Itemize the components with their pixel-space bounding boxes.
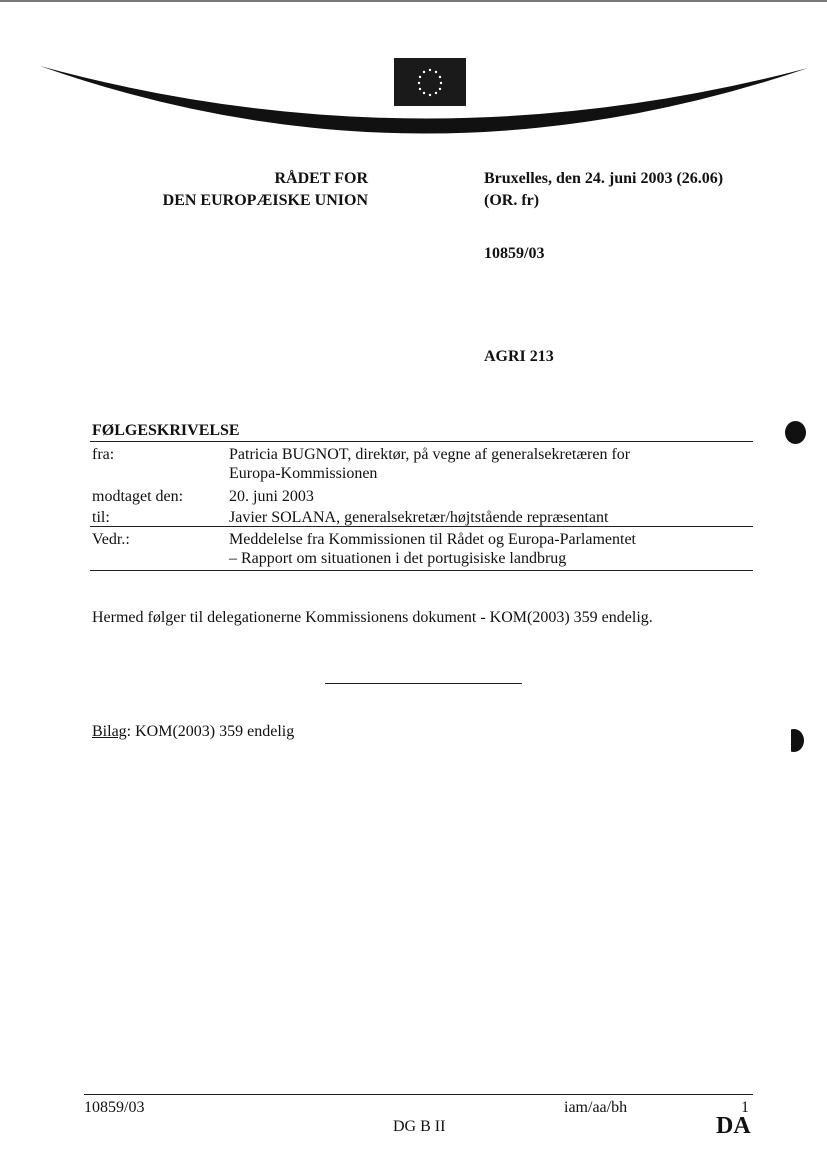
row-label-from: fra: xyxy=(92,446,115,463)
row-value-to: Javier SOLANA, generalsekretær/højtstående repræsentant xyxy=(229,509,609,526)
annex-line xyxy=(92,723,294,741)
row-value-received: 20. juni 2003 xyxy=(229,488,314,505)
subject-line1: Meddelelse fra Kommissionen til Rådet og Europa-Parlamentet xyxy=(229,531,636,548)
council-name xyxy=(120,168,368,212)
footer-page-number: 1 xyxy=(741,1099,749,1116)
annex-text: : KOM(2003) 359 endelig xyxy=(126,723,295,740)
council-name-line1: RÅDET FOR xyxy=(274,170,368,187)
doc-number: 10859/03 xyxy=(484,245,545,262)
footer-initials: iam/aa/bh xyxy=(564,1099,628,1116)
divider xyxy=(90,570,753,571)
from-line1: Patricia BUGNOT, direktør, på vegne af generalsekretæren for xyxy=(229,446,631,463)
footer-rule xyxy=(84,1094,753,1095)
flag-stars xyxy=(394,58,466,106)
separator-line xyxy=(325,683,522,684)
divider xyxy=(90,441,753,442)
row-label-to: til: xyxy=(92,509,110,526)
punch-hole xyxy=(784,729,804,752)
body-paragraph: Hermed følger til delegationerne Kommissionens dokument - KOM(2003) 359 endelig. xyxy=(92,609,653,626)
punch-hole xyxy=(785,421,806,444)
scan-border xyxy=(0,0,827,2)
from-line2: Europa-Kommissionen xyxy=(229,465,378,482)
footer-language: DA xyxy=(716,1113,751,1139)
council-name-line2: DEN EUROPÆISKE UNION xyxy=(162,192,368,209)
divider xyxy=(90,526,753,527)
annex-label: Bilag xyxy=(92,723,127,740)
subject-line2: – Rapport om situationen i det portugisiske landbrug xyxy=(229,550,567,567)
original-language: (OR. fr) xyxy=(484,192,540,209)
footer-department: DG B II xyxy=(393,1118,446,1135)
file-code: AGRI 213 xyxy=(484,348,554,365)
row-value-subject xyxy=(229,530,636,568)
cover-note-title: FØLGESKRIVELSE xyxy=(92,422,240,439)
place-date-block xyxy=(484,168,723,212)
row-label-subject: Vedr.: xyxy=(92,531,130,548)
eu-flag-icon xyxy=(394,58,466,106)
place-date: Bruxelles, den 24. juni 2003 (26.06) xyxy=(484,170,724,187)
row-value-from xyxy=(229,445,630,483)
row-label-received: modtaget den: xyxy=(92,488,184,505)
footer-doc-number: 10859/03 xyxy=(84,1099,145,1116)
